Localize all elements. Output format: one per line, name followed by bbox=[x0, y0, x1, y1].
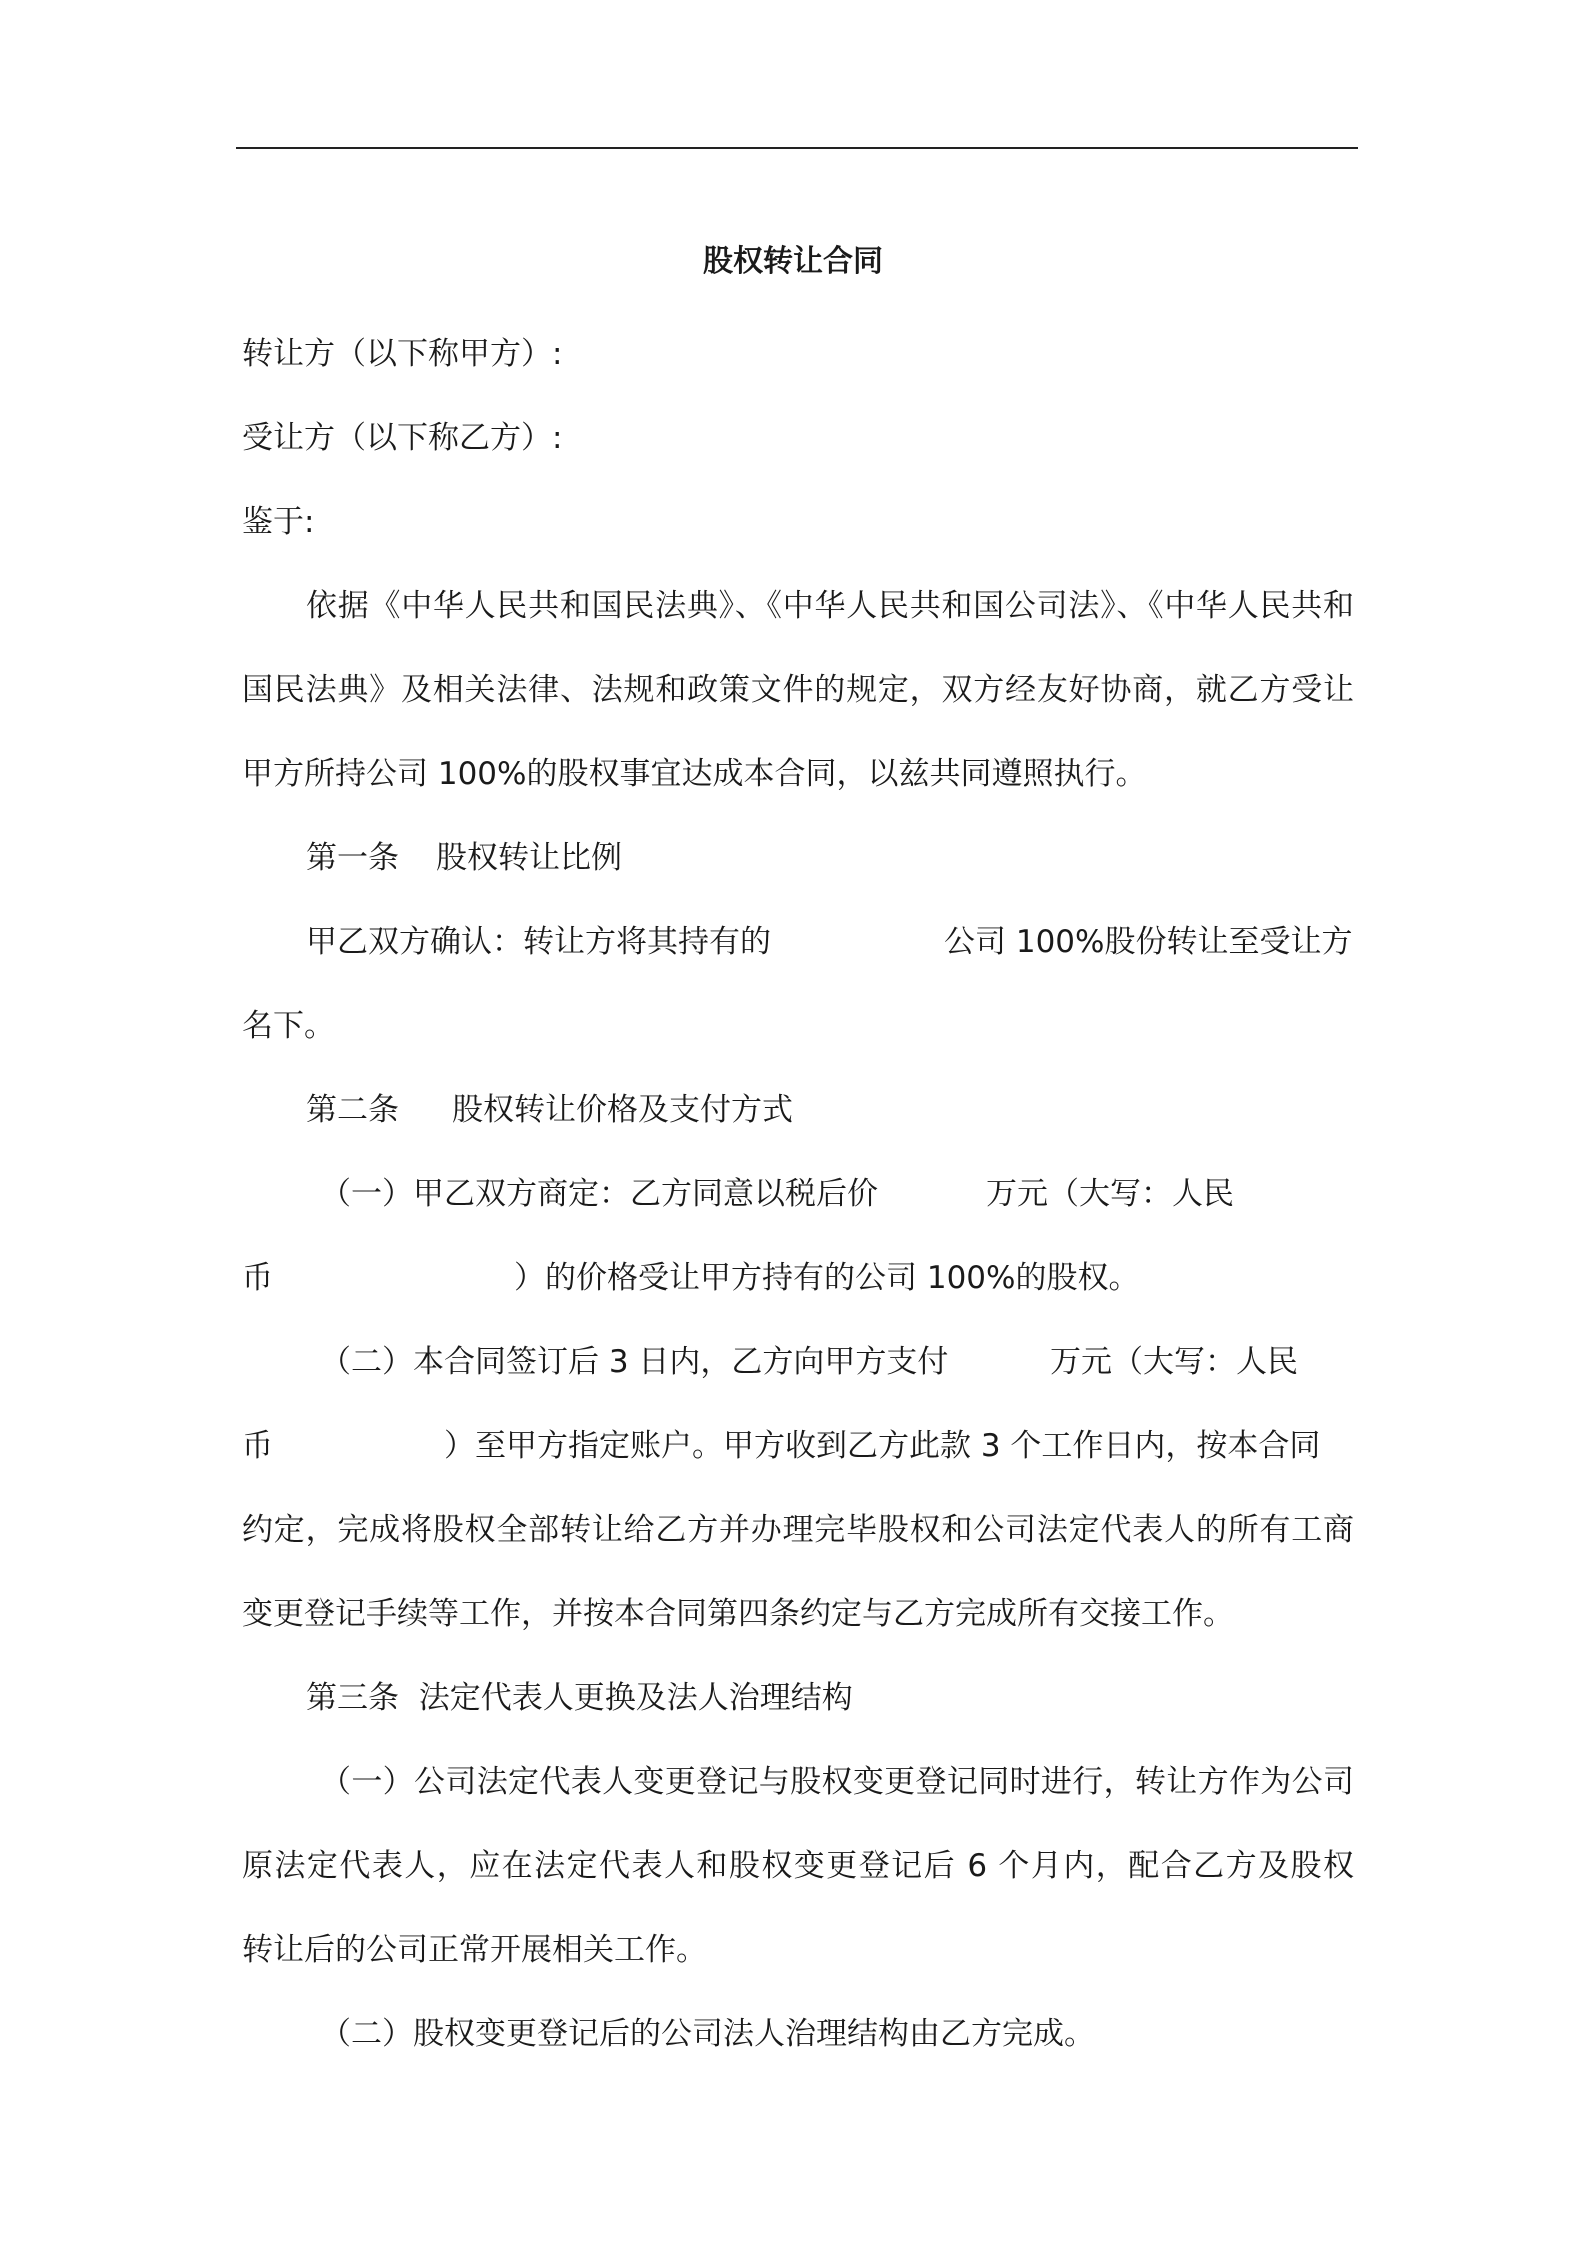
article-1-text-b: 公司 100%股份转让至受让方 bbox=[944, 924, 1353, 960]
article-1-text-c: 名下。 bbox=[242, 1008, 335, 1044]
article-2-item-1-c: 币 bbox=[242, 1260, 273, 1296]
article-2-heading-title: 股权转让价格及支付方式 bbox=[452, 1092, 793, 1128]
article-2-item-2-d: ）至甲方指定账户。甲方收到乙方此款 3 个工作日内，按本合同 bbox=[444, 1428, 1321, 1464]
article-2-item-2-f: 变更登记手续等工作，并按本合同第四条约定与乙方完成所有交接工作。 bbox=[242, 1596, 1234, 1632]
article-2-item-1-d: ）的价格受让甲方持有的公司 100%的股权。 bbox=[514, 1260, 1140, 1296]
article-3-item-1-b: 原法定代表人，应在法定代表人和股权变更登记后 6 个月内，配合乙方及股权 bbox=[242, 1848, 1354, 1884]
article-3-item-2: （二）股权变更登记后的公司法人治理结构由乙方完成。 bbox=[320, 2016, 1095, 2052]
article-2-heading-no: 第二条 bbox=[306, 1092, 399, 1128]
preamble-line-3: 甲方所持公司 100%的股权事宜达成本合同，以兹共同遵照执行。 bbox=[242, 756, 1147, 792]
preamble-line-1: 依据《中华人民共和国民法典》、《中华人民共和国公司法》、《中华人民共和 bbox=[306, 588, 1354, 624]
transferor-line: 转让方（以下称甲方）: bbox=[242, 336, 563, 372]
article-2-item-2-e: 约定，完成将股权全部转让给乙方并办理完毕股权和公司法定代表人的所有工商 bbox=[242, 1512, 1354, 1548]
article-1-heading-no: 第一条 bbox=[306, 840, 399, 876]
article-2-item-2-a: （二）本合同签订后 3 日内，乙方向甲方支付 bbox=[320, 1344, 949, 1380]
header-rule bbox=[236, 147, 1358, 149]
article-1-text-a: 甲乙双方确认：转让方将其持有的 bbox=[306, 924, 771, 960]
article-2-item-1-a: （一）甲乙双方商定：乙方同意以税后价 bbox=[320, 1176, 878, 1212]
article-2-item-2-b: 万元（大写：人民 bbox=[1050, 1344, 1298, 1380]
article-2-item-1-b: 万元（大写：人民 bbox=[986, 1176, 1234, 1212]
transferee-line: 受让方（以下称乙方）: bbox=[242, 420, 563, 456]
whereas-label: 鉴于: bbox=[242, 504, 315, 540]
article-3-heading: 第三条 法定代表人更换及法人治理结构 bbox=[306, 1680, 853, 1716]
document-title: 股权转让合同 bbox=[703, 244, 883, 279]
preamble-line-2: 国民法典》及相关法律、法规和政策文件的规定，双方经友好协商，就乙方受让 bbox=[242, 672, 1354, 708]
article-3-item-1-c: 转让后的公司正常开展相关工作。 bbox=[242, 1932, 707, 1968]
article-1-heading-title: 股权转让比例 bbox=[436, 840, 622, 876]
article-3-item-1-a: （一）公司法定代表人变更登记与股权变更登记同时进行，转让方作为公司 bbox=[320, 1764, 1354, 1800]
article-2-item-2-c: 币 bbox=[242, 1428, 273, 1464]
